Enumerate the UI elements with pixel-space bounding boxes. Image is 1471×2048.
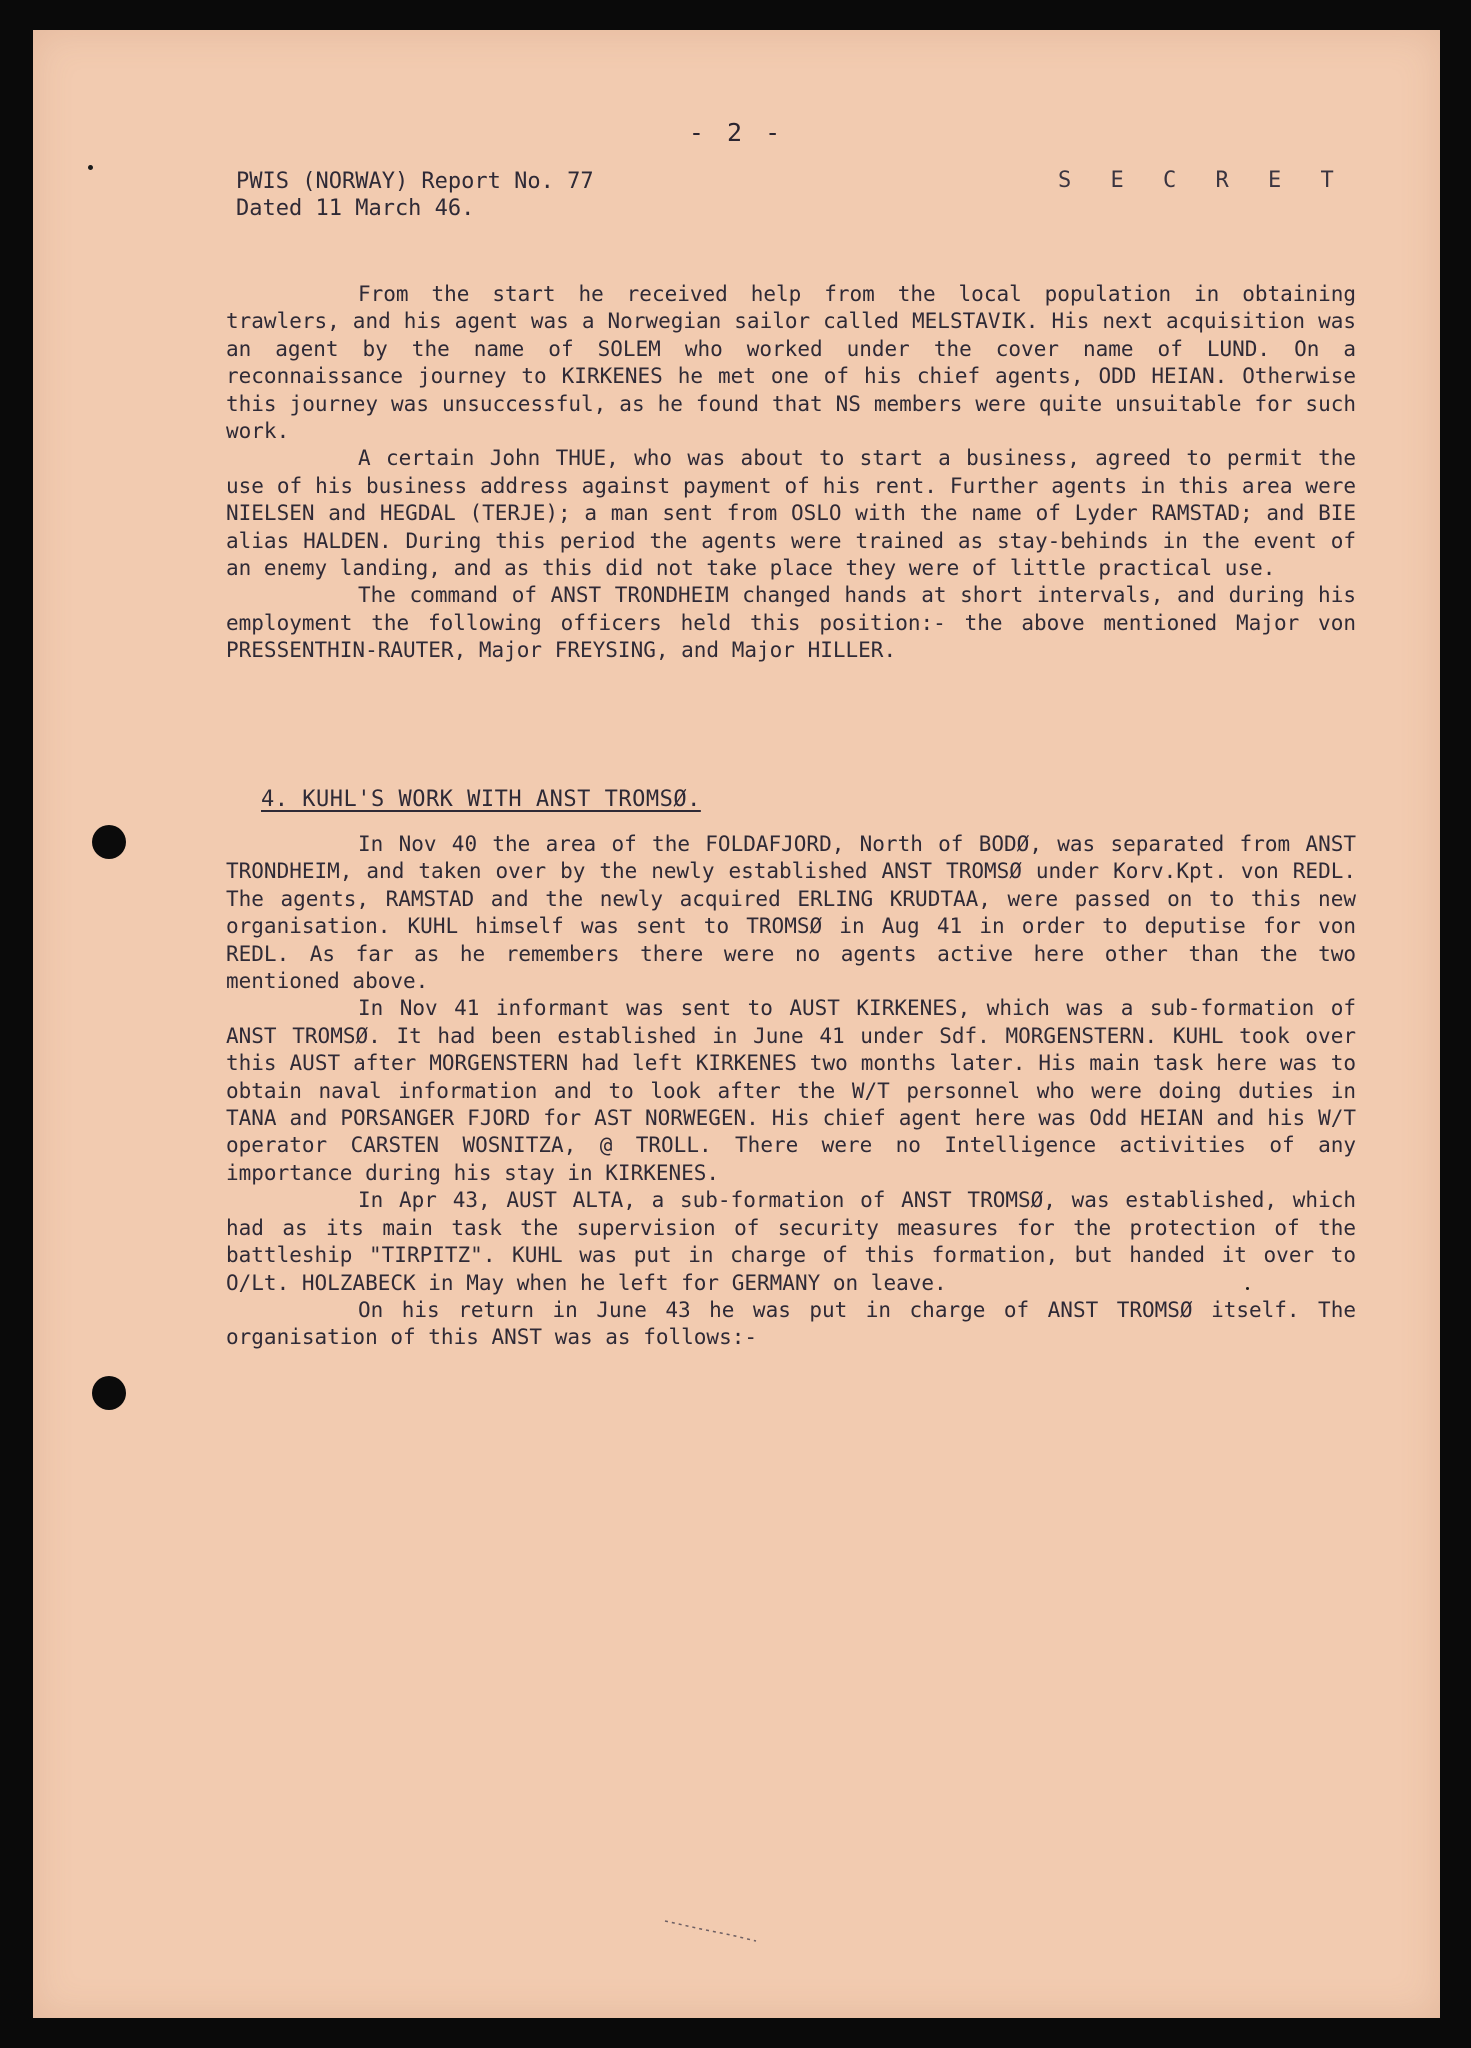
classification-marking: S E C R E T bbox=[1058, 168, 1347, 193]
paragraph: On his return in June 43 he was put in charge of ANST TROMSØ itself. The organisation of this ANST was as follows:- bbox=[226, 1297, 1356, 1350]
section-text-block bbox=[226, 831, 1356, 1352]
report-reference bbox=[236, 168, 594, 222]
punch-hole bbox=[92, 825, 126, 859]
pencil-mark bbox=[661, 1915, 761, 1945]
paragraph: In Apr 43, AUST ALTA, a sub-formation of ANST TROMSØ, was established, which had as its main task the supervision of security measures for the protection of the battleship "TIRPITZ". KUHL was put in charge of this formation, but handed it over to O/Lt. HOLZABECK in May when he left for GERMANY on leave. bbox=[226, 1188, 1356, 1295]
paper-speck bbox=[1246, 1287, 1249, 1290]
body-text-block bbox=[226, 281, 1356, 665]
paragraph: In Nov 40 the area of the FOLDAFJORD, North of BODØ, was separated from ANST TRONDHEIM, and taken over by the newly established ANST TROMSØ under Korv.Kpt. von REDL. The agents, RAMSTAD and the newly acquired ERLING KRUDTAA, were passed on to this new organisation. KUHL himself was sent to TROMSØ in Aug 41 in order to deputise for von REDL. As far as he remembers there were no agents active here other than the two mentioned above. bbox=[226, 832, 1356, 994]
paragraph: From the start he received help from the local population in obtaining trawlers, and his agent was a Norwegian sailor called MELSTAVIK. His next acquisition was an agent by the name of SOLEM who worked under the cover name of LUND. On a reconnaissance journey to KIRKENES he met one of his chief agents, ODD HEIAN. Otherwise this journey was unsuccessful, as he found that NS members were quite unsuitable for such work. bbox=[226, 282, 1356, 444]
document-page bbox=[33, 30, 1440, 2018]
page-number: - 2 - bbox=[688, 118, 785, 147]
paragraph: In Nov 41 informant was sent to AUST KIRKENES, which was a sub-formation of ANST TROMSØ. It had been established in June 41 under Sdf. MORGENSTERN. KUHL took over this AUST after MORGENSTERN had left KIRKENES two months later. His main task here was to obtain naval information and to look after the W/T personnel who were doing duties in TANA and PORSANGER FJORD for AST NORWEGEN. His chief agent here was Odd HEIAN and his W/T operator CARSTEN WOSNITZA, @ TROLL. There were no Intelligence activities of any importance during his stay in KIRKENES. bbox=[226, 996, 1356, 1185]
paper-speck bbox=[88, 165, 93, 170]
section-heading: 4. KUHL'S WORK WITH ANST TROMSØ. bbox=[261, 787, 701, 812]
report-date-line: Dated 11 March 46. bbox=[236, 196, 475, 221]
report-number-line: PWIS (NORWAY) Report No. 77 bbox=[236, 169, 594, 194]
punch-hole bbox=[92, 1376, 126, 1410]
paragraph: The command of ANST TRONDHEIM changed hands at short intervals, and during his employment the following officers held this position:- the above mentioned Major von PRESSENTHIN-RAUTER, Major FREYSING, and Major HILLER. bbox=[226, 583, 1356, 663]
paragraph: A certain John THUE, who was about to start a business, agreed to permit the use of his business address against payment of his rent. Further agents in this area were NIELSEN and HEGDAL (TERJE); a man sent from OSLO with the name of Lyder RAMSTAD; and BIE alias HALDEN. During this period the agents were trained as stay-behinds in the event of an enemy landing, and as this did not take place they were of little practical use. bbox=[226, 446, 1356, 581]
